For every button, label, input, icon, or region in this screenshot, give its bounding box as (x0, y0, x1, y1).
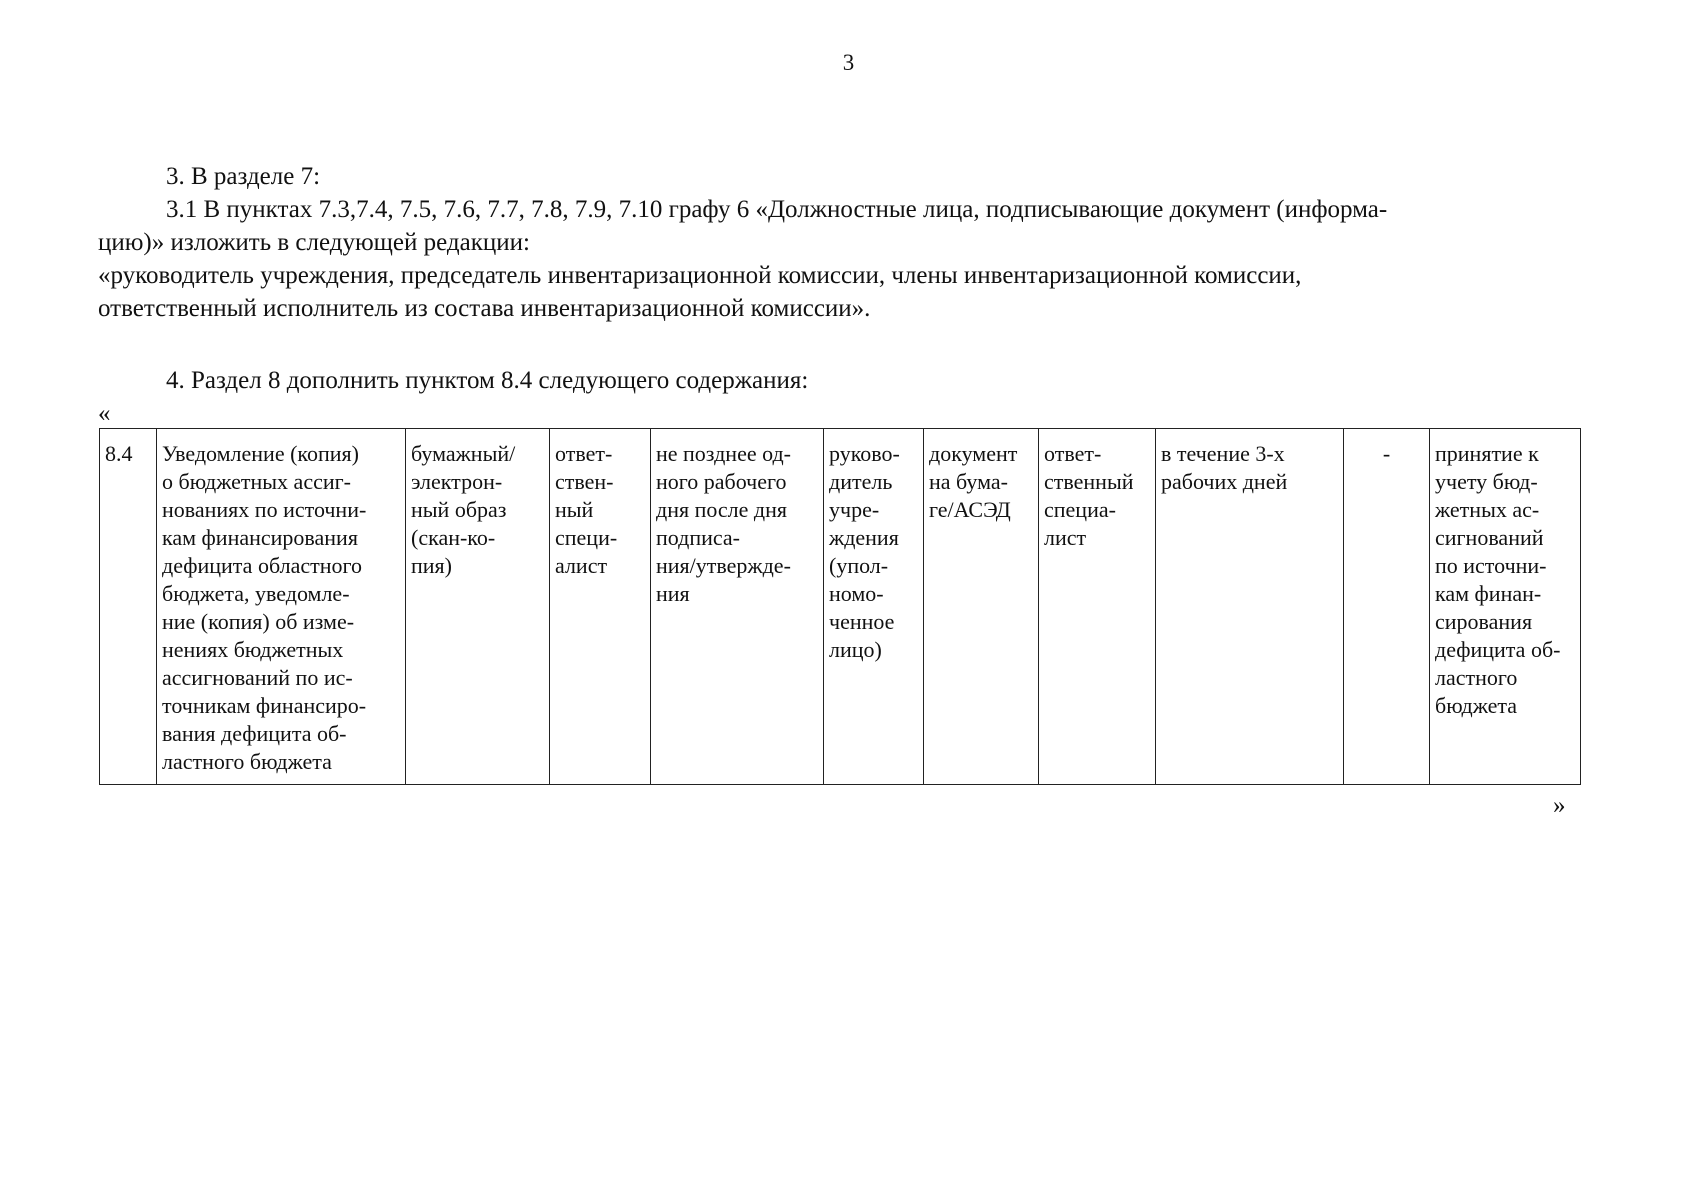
item-8-4-table (99, 428, 1581, 785)
document-name-cell: Уведомление (копия) о бюджетных ассиг- нованиях по источни- кам финансирования дефицита областного бюджета, уведомле- ние (копия) об изме- нениях бюджетных ассигнований по ис- точникам финансиро- вания дефицита об- ластного бюджета (157, 429, 406, 785)
signatory-cell: руково- дитель учре- ждения (упол- номо- ченное лицо) (824, 429, 924, 785)
document-form-cell: бумажный/ электрон- ный образ (скан-ко- пия) (406, 429, 550, 785)
purpose-cell: принятие к учету бюд- жетных ас- сигнований по источни- кам финан- сирования дефицита об- ластного бюджета (1430, 429, 1581, 785)
deadline-cell: не позднее од- ного рабочего дня после дня подписа- ния/утвержде- ния (651, 429, 824, 785)
item-number-cell: 8.4 (100, 429, 157, 785)
closing-quote: » (1553, 792, 1566, 819)
section-3-1-line-2: цию)» изложить в следующей редакции: (98, 229, 530, 256)
section-3-heading: 3. В разделе 7: (166, 163, 321, 190)
empty-dash-cell: - (1344, 429, 1430, 785)
recipient-cell: ответ- ственный специа- лист (1039, 429, 1156, 785)
responsible-person-cell: ответ- ствен- ный специ- алист (550, 429, 651, 785)
section-3-1-line-3: «руководитель учреждения, председатель инвентаризационной комиссии, члены инвентаризационной комиссии, (98, 262, 1302, 289)
section-4-heading: 4. Раздел 8 дополнить пунктом 8.4 следующего содержания: (166, 367, 809, 394)
processing-term-cell: в течение 3-х рабочих дней (1156, 429, 1344, 785)
section-3-1-line-1: 3.1 В пунктах 7.3,7.4, 7.5, 7.6, 7.7, 7.8, 7.9, 7.10 графу 6 «Должностные лица, подписывающие документ (информа- (166, 196, 1388, 223)
opening-quote: « (98, 400, 111, 427)
table-row (100, 429, 1581, 785)
page-number: 3 (842, 50, 855, 75)
transfer-form-cell: документ на бума- ге/АСЭД (924, 429, 1039, 785)
section-3-1-line-4: ответственный исполнитель из состава инвентаризационной комиссии». (98, 295, 871, 322)
